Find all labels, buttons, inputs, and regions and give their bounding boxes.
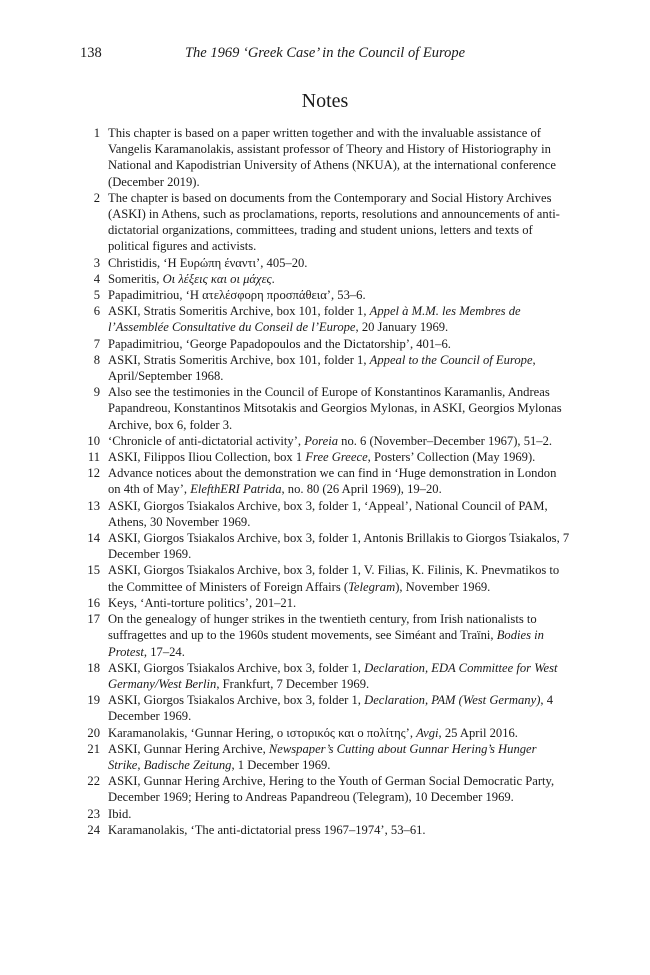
note-italic-segment: Badische Zeitung [143, 757, 232, 772]
note-text [108, 774, 554, 804]
note-text-segment: ASKI, Giorgos Tsiakalos Archive, box 3, folder 1, Antonis Brillakis to Giorgos Tsiakalos, 7 December 1969. [108, 531, 570, 562]
note-italic-segment: Οι λέξεις και οι μάχες [162, 271, 272, 286]
note-text [108, 288, 366, 302]
note-italic-segment: ElefthERI Patrida [190, 482, 282, 497]
note-text-segment: This chapter is based on a paper written together and with the invaluable assistance of Vangelis Karamanolakis, assistant professor of Theory and History of Historiography in National and Kapodistrian University of Athens (NKUA), at the international conference (December 2019). [108, 126, 556, 189]
note-number: 23 [87, 806, 100, 821]
note-text [108, 693, 553, 723]
note-item [80, 806, 570, 822]
notes-list [80, 125, 570, 838]
note-italic-segment: Free Greece [305, 450, 368, 465]
note-text [108, 531, 569, 561]
note-item [80, 287, 570, 303]
note-italic-segment: Newspaper’s Cutting about Gunnar Hering’s Hunger Strike [108, 741, 537, 772]
running-head [80, 43, 570, 63]
note-text [108, 191, 560, 254]
note-number: 24 [87, 822, 100, 837]
note-text-segment: ASKI, Giorgos Tsiakalos Archive, box 3, folder 1, [108, 660, 365, 675]
note-text-segment: Someritis, [108, 271, 163, 286]
note-number: 7 [93, 336, 100, 351]
note-text-segment: no. 6 (November–December 1967), 51–2. [338, 433, 553, 448]
note-item [80, 255, 570, 271]
note-number: 10 [87, 433, 100, 448]
note-number: 22 [87, 774, 100, 789]
note-text-segment: The chapter is based on documents from the Contemporary and Social History Archives (ASKI) in Athens, such as proclamations, reports, resolutions and announcements of anti-dictatorial organizations, committees, trading and student unions, letters and texts of political figures and activists. [108, 190, 560, 254]
note-number: 5 [93, 288, 100, 303]
note-item [80, 336, 570, 352]
note-number: 17 [87, 612, 100, 627]
running-title: The 1969 ‘Greek Case’ in the Council of Europe [184, 45, 466, 61]
note-italic-segment: Telegram [348, 579, 396, 594]
note-text-segment: ‘Chronicle of anti-dictatorial activity’, [108, 433, 305, 448]
note-item [80, 660, 570, 692]
note-text [108, 499, 548, 529]
note-text-segment: On the genealogy of hunger strikes in the twentieth century, from Irish nationalists to suffragettes and up to the 1960s student movements, see Siméant and Traïni, [108, 612, 537, 643]
note-number: 3 [93, 255, 100, 270]
note-italic-segment: Appeal to the Council of Europe [369, 352, 533, 367]
note-text-segment: , 1 December 1969. [231, 757, 331, 772]
note-text-segment: ASKI, Stratis Someritis Archive, box 101, folder 1, [108, 352, 370, 367]
note-item [80, 449, 570, 465]
note-item [80, 125, 570, 190]
note-number: 12 [87, 466, 100, 481]
note-italic-segment: Declaration, EDA Committee for West Germany/West Berlin [108, 660, 558, 691]
note-item [80, 562, 570, 594]
note-text [108, 596, 296, 610]
note-text [108, 353, 536, 383]
note-text-segment: , no. 80 (26 April 1969), 19–20. [281, 482, 442, 497]
note-text [108, 434, 552, 448]
note-number: 11 [87, 450, 100, 465]
note-text [108, 807, 131, 821]
note-number: 6 [93, 304, 100, 319]
note-text [108, 385, 562, 431]
note-number: 19 [87, 693, 100, 708]
note-text-segment: ASKI, Giorgos Tsiakalos Archive, box 3, folder 1, V. Filias, K. Filinis, K. Pnevmatikos to the Committee of Ministers of Foreign Affairs ( [108, 563, 560, 594]
note-text [108, 466, 556, 496]
note-item [80, 595, 570, 611]
note-text [108, 726, 518, 740]
note-number: 20 [87, 725, 100, 740]
note-text-segment: Ibid. [108, 806, 132, 821]
note-text-segment: Keys, ‘Anti-torture politics’, 201–21. [108, 595, 297, 610]
note-item [80, 611, 570, 660]
note-text [108, 450, 535, 464]
note-text-segment: ASKI, Gunnar Hering Archive, [108, 741, 269, 756]
page-number: 138 [80, 45, 102, 61]
note-item [80, 725, 570, 741]
note-italic-segment: Bodies in Protest [108, 628, 544, 659]
note-text [108, 256, 307, 270]
note-italic-segment: Poreia [304, 433, 338, 448]
note-text-segment: Papadimitriou, ‘George Papadopoulos and the Dictatorship’, 401–6. [108, 336, 451, 351]
note-text-segment: Advance notices about the demonstration we can find in ‘Huge demonstration in London on 4th of May’, [108, 466, 557, 497]
note-text-segment: , [137, 757, 144, 772]
note-item [80, 498, 570, 530]
note-text-segment: ASKI, Giorgos Tsiakalos Archive, box 3, folder 1, ‘Appeal’, National Council of PAM, Athens, 30 November 1969. [108, 498, 548, 529]
note-text-segment: ASKI, Gunnar Hering Archive, Hering to the Youth of German Social Democratic Party, December 1969; Hering to Andreas Papandreou (Telegram), 10 December 1969. [108, 774, 555, 805]
note-text [108, 563, 559, 593]
note-text-segment: , Posters’ Collection (May 1969). [367, 450, 536, 465]
note-item [80, 352, 570, 384]
note-item [80, 384, 570, 433]
note-text [108, 272, 275, 286]
note-number: 2 [93, 190, 100, 205]
note-text [108, 337, 451, 351]
note-text-segment: ), November 1969. [395, 579, 491, 594]
note-number: 21 [87, 741, 100, 756]
note-item [80, 190, 570, 255]
note-text-segment: Christidis, ‘Η Ευρώπη έναντι’, 405–20. [108, 255, 308, 270]
note-italic-segment: Appel à M.M. les Membres de l’Assemblée Consultative du Conseil de l’Europe [108, 304, 521, 335]
note-text-segment: ASKI, Stratis Someritis Archive, box 101, folder 1, [108, 304, 370, 319]
note-text-segment: Karamanolakis, ‘Gunnar Hering, ο ιστορικός και ο πολίτης’, [108, 725, 417, 740]
note-item [80, 433, 570, 449]
note-text-segment: , April/September 1968. [108, 352, 536, 384]
note-text [108, 823, 426, 837]
note-number: 1 [93, 126, 100, 140]
note-italic-segment: Avgi [416, 725, 439, 740]
note-text-segment: , 17–24. [143, 644, 185, 659]
note-item [80, 530, 570, 562]
note-text [108, 612, 544, 658]
note-italic-segment: Declaration, PAM (West Germany) [364, 693, 541, 708]
note-item [80, 465, 570, 497]
note-text-segment: Papadimitriou, ‘Η ατελέσφορη προσπάθεια’, 53–6. [108, 288, 366, 303]
section-title: Notes [301, 90, 349, 112]
note-number: 13 [87, 498, 100, 513]
note-item [80, 271, 570, 287]
note-number: 4 [93, 271, 100, 286]
note-number: 14 [87, 531, 100, 546]
note-number: 18 [87, 660, 100, 675]
note-text-segment: Karamanolakis, ‘The anti-dictatorial press 1967–1974’, 53–61. [108, 822, 426, 837]
note-number: 9 [93, 385, 100, 400]
note-text-segment: , 25 April 2016. [438, 725, 518, 740]
note-number: 16 [87, 595, 100, 610]
note-text-segment: , 20 January 1969. [355, 320, 449, 335]
note-item [80, 822, 570, 838]
note-text [108, 304, 521, 334]
note-item [80, 692, 570, 724]
note-text [108, 661, 558, 691]
note-item [80, 741, 570, 773]
note-item [80, 773, 570, 805]
note-number: 8 [93, 352, 100, 367]
note-number: 15 [87, 563, 100, 578]
note-text-segment: ASKI, Filippos Iliou Collection, box 1 [108, 450, 306, 465]
note-text-segment: , Frankfurt, 7 December 1969. [216, 676, 370, 691]
note-text [108, 126, 556, 189]
note-text-segment: , 4 December 1969. [108, 693, 553, 724]
note-text [108, 742, 537, 772]
note-text-segment: . [271, 271, 275, 286]
note-text-segment: ASKI, Giorgos Tsiakalos Archive, box 3, folder 1, [108, 693, 365, 708]
note-text-segment: Also see the testimonies in the Council of Europe of Konstantinos Karamanlis, Andreas Papandreou, Konstantinos Mitsotakis and Georgios Mylonas, in ASKI, Georgios Mylonas Archive, box 6, folder 3. [108, 385, 562, 432]
note-item [80, 303, 570, 335]
